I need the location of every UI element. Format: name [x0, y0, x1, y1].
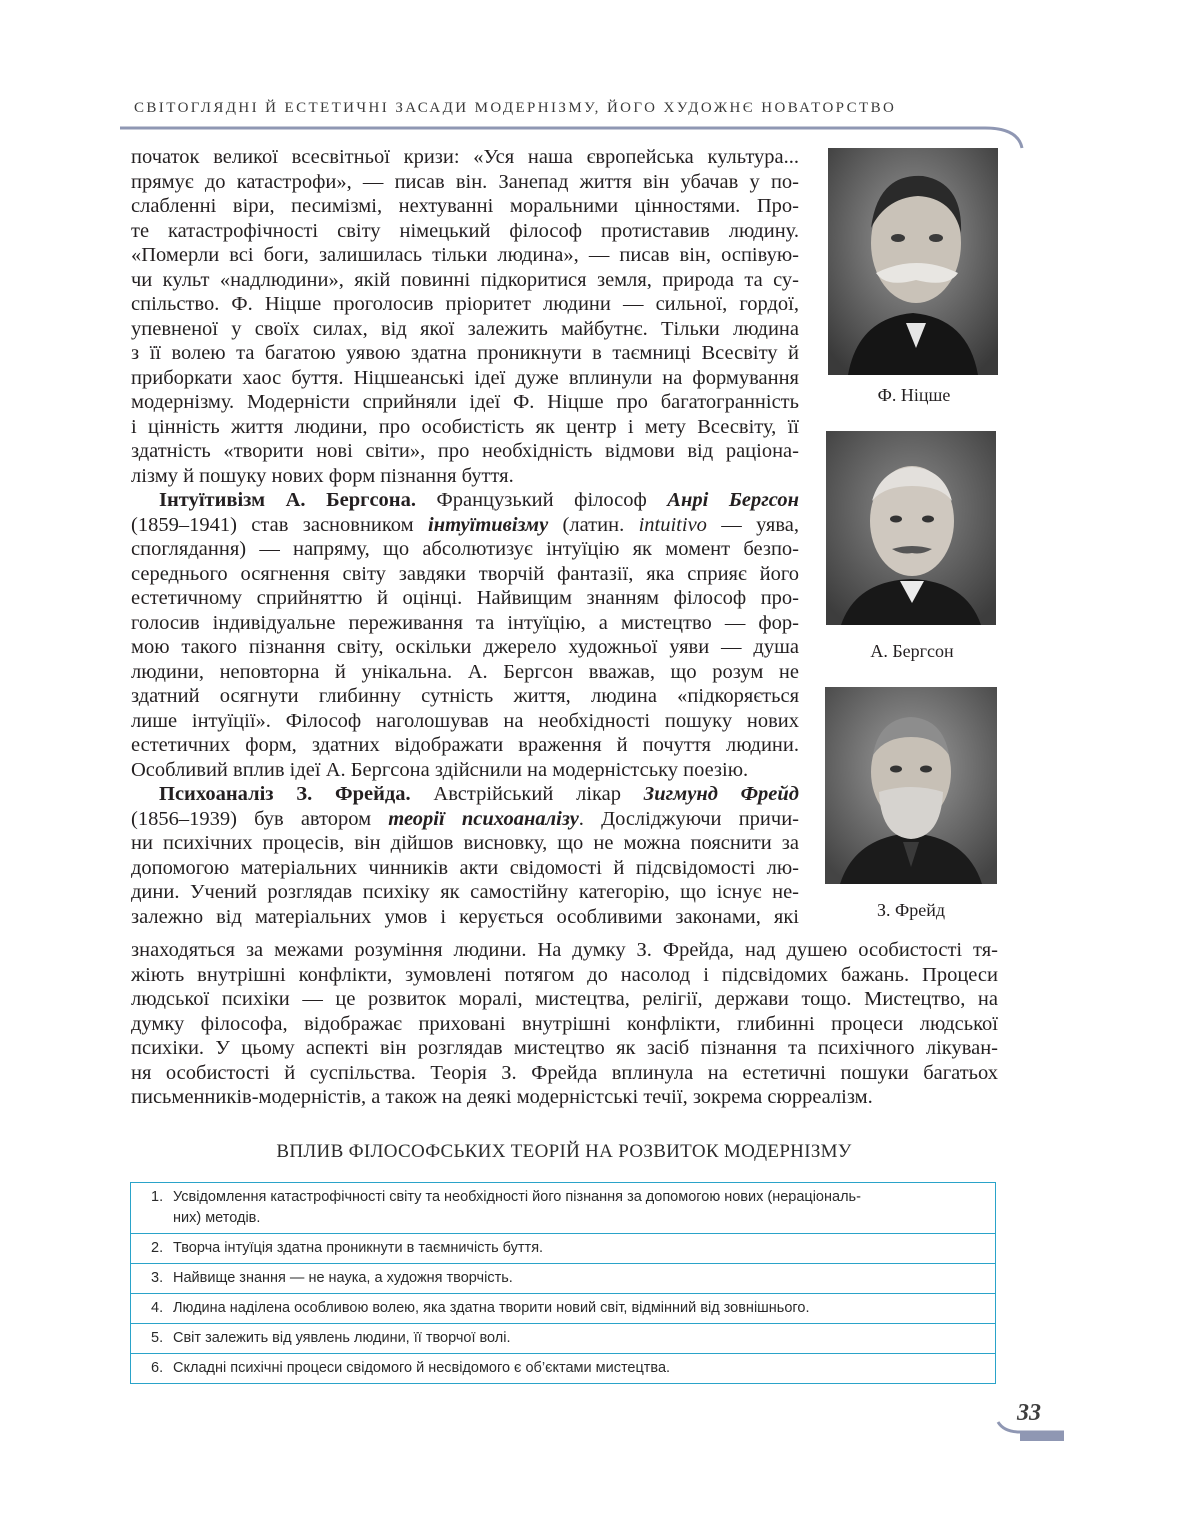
table-row [131, 1324, 995, 1354]
running-header: СВІТОГЛЯДНІ Й ЕСТЕТИЧНІ ЗАСАДИ МОДЕРНІЗМУ, ЙОГО ХУДОЖНЄ НОВАТОРСТВО [134, 100, 897, 116]
portrait-illustration [826, 431, 996, 625]
portrait-illustration [825, 687, 997, 884]
bergson-name: Анрі Бергсон [667, 489, 799, 511]
row-text: Творча інтуїція здатна проникнути в таємничість буття. [173, 1240, 544, 1256]
text-line: з її волею та багатою уявою здатна проникнути в таємниці Всесвіту й [131, 342, 799, 364]
text-span: (латин. [548, 513, 639, 536]
influence-table [130, 1182, 996, 1384]
row-number: 4. [151, 1300, 164, 1316]
table-row [131, 1234, 995, 1264]
table-row [131, 1294, 995, 1324]
text-span: — уява, [706, 513, 799, 536]
latin-term: intuitivo [638, 513, 707, 536]
text-line: допомогою матеріальних чинників акти свідомості й підсвідомості лю- [131, 856, 799, 879]
text-line: слабленні віри, песимізмі, нехтуванні моральними цінностями. Про- [131, 195, 799, 217]
row-number: 5. [151, 1330, 164, 1346]
header-rule [0, 0, 1190, 160]
text-line: залежно від матеріальних умов і керується особливими законами, які [131, 905, 799, 928]
text-line: спільство. Ф. Ніцше проголосив пріоритет людини — сильної, гордої, [131, 293, 799, 315]
nietzsche-paragraph [131, 145, 799, 488]
nietzsche-portrait [828, 148, 998, 375]
text-span: Австрійський лікар [410, 783, 644, 805]
text-line [131, 807, 799, 832]
text-line: жіють внутрішні конфлікти, зумовлені потягом до насолод і підсвідомих бажань. Процеси [131, 963, 998, 986]
bergson-caption: А. Бергсон [870, 641, 954, 661]
text-line: естетичному сприйняттю й оцінці. Найвищим знанням філософ про- [131, 587, 799, 609]
text-line: чи культ «надлюдини», якій повинні підкоритися земля, природа та су- [131, 268, 799, 291]
row-number: 6. [151, 1360, 164, 1376]
text-line: думку філософа, відображає приховані внутрішні конфлікти, глибинні процеси людської [131, 1012, 998, 1035]
row-text: Складні психічні процеси свідомого й несвідомого є об’єктами мистецтва. [173, 1360, 671, 1376]
main-text-wide [131, 938, 998, 1110]
main-text-narrow [131, 145, 799, 929]
text-line: естетичних форм, здатних відображати враження й почуття людини. [131, 734, 799, 756]
text-line [131, 513, 799, 538]
freud-caption: З. Фрейд [876, 900, 946, 920]
text-line: приборкати хаос буття. Ніцшеанські ідеї дуже вплинули на формування [131, 366, 799, 389]
text-line: здатний осягнути глибинну сутність життя, людина «підкоряється [131, 685, 799, 707]
row-text: Найвище знання — не наука, а художня творчість. [173, 1270, 513, 1286]
text-line: мою такого пізнання світу, оскільки джерело художньої уяви — душа [131, 636, 799, 658]
text-line: людської психіки — це розвиток моралі, мистецтва, релігії, держави тощо. Мистецтво, на [131, 988, 998, 1010]
text-line: і цінність життя людини, про особистість як центр і мету Всесвіту, її [131, 415, 799, 438]
text-line: «Померли всі боги, залишилась тільки людина», — писав він, оспівую- [131, 244, 799, 266]
row-text-continuation: них) методів. [173, 1210, 261, 1226]
text-span: . Досліджуючи причи- [578, 807, 799, 830]
text-line: ня особистості й суспільства. Теорія З. Фрейда вплинула на естетичні пошуки багатьох [131, 1061, 998, 1084]
freud-portrait [825, 687, 997, 884]
row-number: 1. [151, 1189, 164, 1205]
text-line: прямує до катастрофи», — писав він. Занепад життя він убачав у по- [131, 170, 799, 193]
freud-heading: Психоаналіз З. Фрейда. [159, 783, 411, 805]
freud-name: Зигмунд Фрейд [643, 783, 799, 805]
row-text: Людина наділена особливою волею, яка здатна творити новий світ, відмінний від зовнішнього. [173, 1300, 810, 1316]
text-line: лише інтуїції». Філософ наголошував на необхідності пошуку нових [131, 709, 799, 732]
text-line: середнього осягнення світу завдяки творчій фантазії, яка сприяє його [131, 562, 799, 585]
text-span: (1856–1939) був автором [131, 807, 389, 830]
text-line: знаходяться за межами розуміння людини. На думку З. Фрейда, над душею особистості тя- [131, 939, 998, 961]
text-span: (1859–1941) став засновником [131, 513, 429, 536]
row-text: Світ залежить від уявлень людини, її творчої волі. [173, 1330, 511, 1346]
text-line: упевненої у своїх силах, від якої залежить майбутнє. Тільки людина [131, 317, 799, 340]
text-line: лізму й пошуку нових форм пізнання буття. [131, 464, 514, 487]
text-line: споглядання) — напряму, що абсолютизує інтуїцію як момент безпо- [131, 538, 799, 560]
text-line: письменників-модерністів, а також на деякі модерністські течії, зокрема сюрреалізм. [131, 1086, 873, 1108]
nietzsche-caption: Ф. Ніцше [877, 385, 951, 405]
bergson-portrait [826, 431, 996, 625]
text-line: здатність «творити нові світи», про необхідність відмови від раціона- [131, 440, 799, 462]
page-number: 33 [1017, 1400, 1041, 1426]
text-span: Французький філософ [416, 489, 668, 511]
text-line: початок великої всесвітньої кризи: «Уся наша європейська культура... [131, 146, 799, 168]
portrait-illustration [828, 148, 998, 375]
text-line: дини. Учений розглядав психіку як самостійну категорію, що існує не- [131, 881, 799, 903]
text-line: модернізму. Модерністи сприйняли ідеї Ф. Ніцше про багатогранність [131, 391, 799, 413]
text-line: ни психічних процесів, він дійшов висновку, що не можна пояснити за [131, 832, 799, 854]
freud-paragraph [131, 782, 799, 929]
text-line: те катастрофічності світу німецький філософ протиставив людину. [131, 219, 799, 242]
footer-decoration [990, 1420, 1080, 1450]
text-line [131, 488, 799, 513]
bergson-paragraph [131, 488, 799, 782]
text-line: голосив індивідуальне переживання та інтуїцію, а мистецтво — фор- [131, 611, 799, 634]
text-line: психіки. У цьому аспекті він розглядав мистецтво як засіб пізнання та психічного лікуван- [131, 1037, 998, 1059]
table-row [131, 1183, 995, 1234]
intuitivism-term: інтуїтивізму [428, 513, 549, 536]
text-line: Особливий вплив ідеї А. Бергсона здійснили на модерністську поезію. [131, 758, 749, 781]
text-line [131, 782, 799, 807]
bergson-heading: Інтуїтивізм А. Бергсона. [159, 489, 416, 511]
row-number: 2. [151, 1240, 164, 1256]
row-text: Усвідомлення катастрофічності світу та необхідності його пізнання за допомогою нових (нераціональ- [173, 1189, 861, 1205]
table-row [131, 1354, 995, 1383]
row-number: 3. [151, 1270, 164, 1286]
psychoanalysis-term: теорії психоаналізу [388, 807, 579, 830]
table-title: ВПЛИВ ФІЛОСОФСЬКИХ ТЕОРІЙ НА РОЗВИТОК МОДЕРНІЗМУ [276, 1141, 852, 1162]
table-row [131, 1264, 995, 1294]
text-line: людини, неповторна й унікальна. А. Бергсон вважав, що розум не [131, 660, 799, 683]
